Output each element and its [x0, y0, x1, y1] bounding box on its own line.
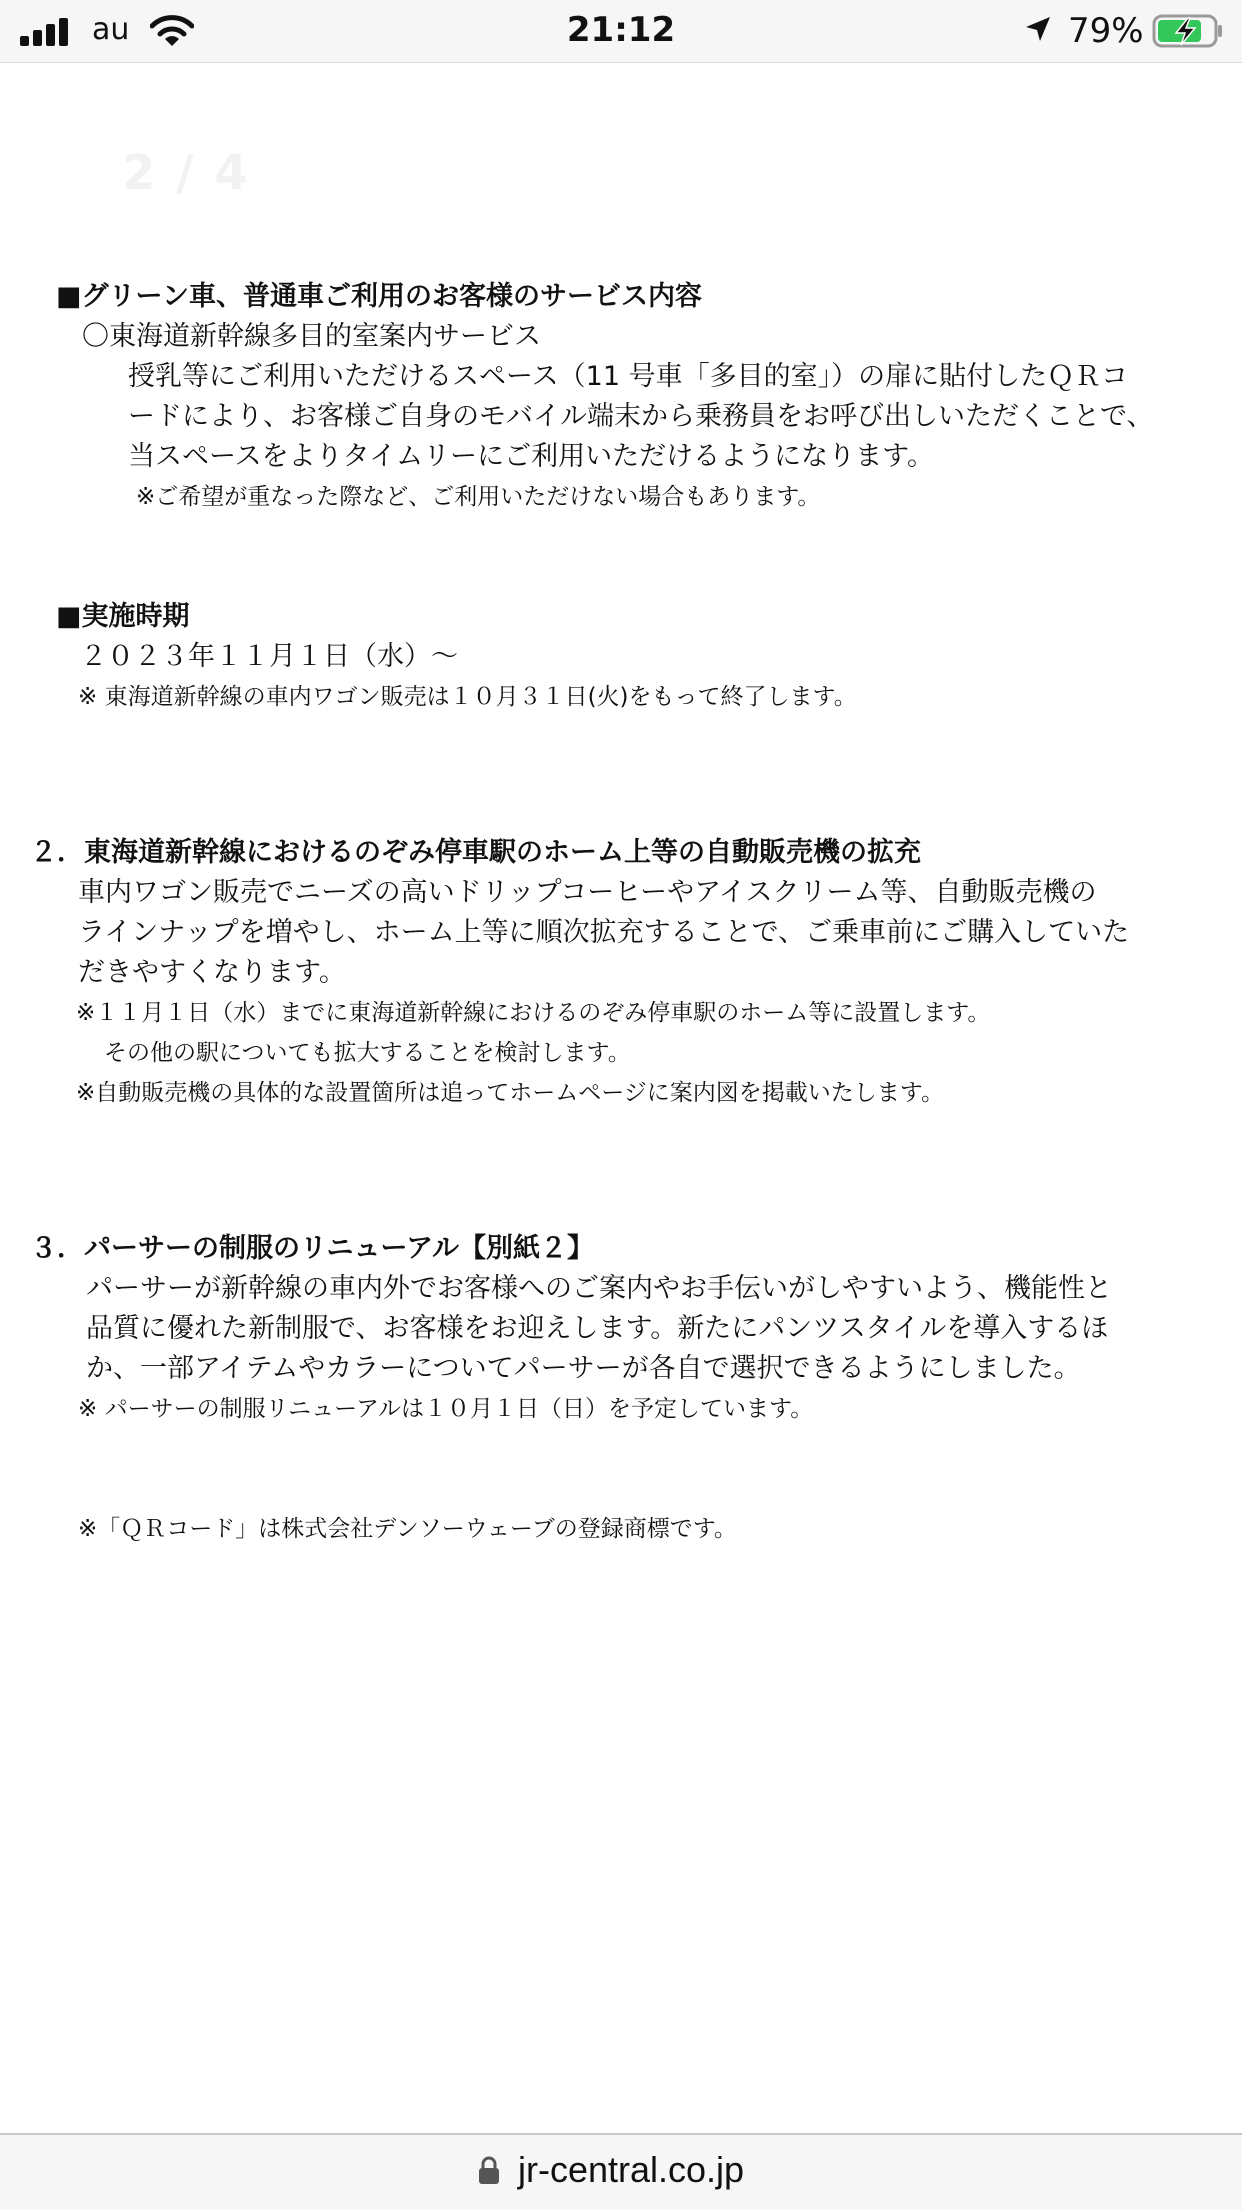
section2-heading: ２．東海道新幹線におけるのぞみ停車駅のホーム上等の自動販売機の拡充: [30, 837, 921, 868]
section2-body-line: ラインナップを増やし、ホーム上等に順次拡充することで、ご乗車前にご購入していた: [78, 917, 1130, 948]
period-note: ※ 東海道新幹線の車内ワゴン販売は１０月３１日(火)をもって終了します。: [78, 684, 857, 710]
section3-body-line: か、一部アイテムやカラーについてパーサーが各自で選択できるようにしました。: [86, 1353, 1081, 1384]
section3-note: ※ パーサーの制服リニューアルは１０月１日（日）を予定しています。: [78, 1396, 814, 1422]
section1-heading: ■グリーン車、普通車ご利用のお客様のサービス内容: [56, 281, 702, 312]
section2-body-line: だきやすくなります。: [78, 957, 346, 988]
location-arrow-icon: [1023, 14, 1053, 44]
section1-subheading: 〇東海道新幹線多目的室案内サービス: [82, 321, 541, 352]
section2-note: ※１１月１日（水）までに東海道新幹線におけるのぞみ停車駅のホーム等に設置します。: [76, 1000, 991, 1026]
clock: 21:12: [566, 10, 676, 50]
page-number-indicator: 2 / 4: [122, 145, 250, 201]
period-heading: ■実施時期: [56, 601, 190, 632]
section1-note: ※ご希望が重なった際など、ご利用いただけない場合もあります。: [136, 484, 821, 510]
section2-note: その他の駅についても拡大することを検討します。: [104, 1040, 631, 1066]
carrier-name: au: [92, 12, 130, 47]
battery-percent: 79%: [1068, 11, 1144, 51]
section1-body-line: 授乳等にご利用いただけるスペース（11 号車「多目的室」）の扉に貼付したＱＲコ: [128, 361, 1129, 392]
section3-heading: ３．パーサーの制服のリニューアル【別紙２】: [30, 1233, 595, 1264]
status-bar: [0, 0, 1242, 63]
address-bar[interactable]: [0, 2133, 1242, 2210]
period-date: ２０２３年１１月１日（水）～: [80, 641, 458, 672]
section1-body-line: 当スペースをよりタイムリーにご利用いただけるようになります。: [128, 441, 934, 472]
section2-note: ※自動販売機の具体的な設置箇所は追ってホームページに案内図を掲載いたします。: [76, 1080, 944, 1106]
section2-body-line: 車内ワゴン販売でニーズの高いドリップコーヒーやアイスクリーム等、自動販売機の: [78, 877, 1097, 908]
section3-body-line: 品質に優れた新制服で、お客様をお迎えします。新たにパンツスタイルを導入するほ: [86, 1313, 1109, 1344]
url-text[interactable]: jr-central.co.jp: [518, 2149, 745, 2190]
lock-icon: [478, 2155, 500, 2185]
trademark-note: ※「ＱＲコード」は株式会社デンソーウェーブの登録商標です。: [78, 1516, 737, 1542]
section1-body-line: ードにより、お客様ご自身のモバイル端末から乗務員をお呼び出しいただくことで、: [128, 401, 1154, 432]
section3-body-line: パーサーが新幹線の車内外でお客様へのご案内やお手伝いがしやすいよう、機能性と: [86, 1273, 1112, 1304]
pdf-page[interactable]: [0, 63, 1242, 2133]
battery-charging-icon: [1152, 14, 1224, 48]
